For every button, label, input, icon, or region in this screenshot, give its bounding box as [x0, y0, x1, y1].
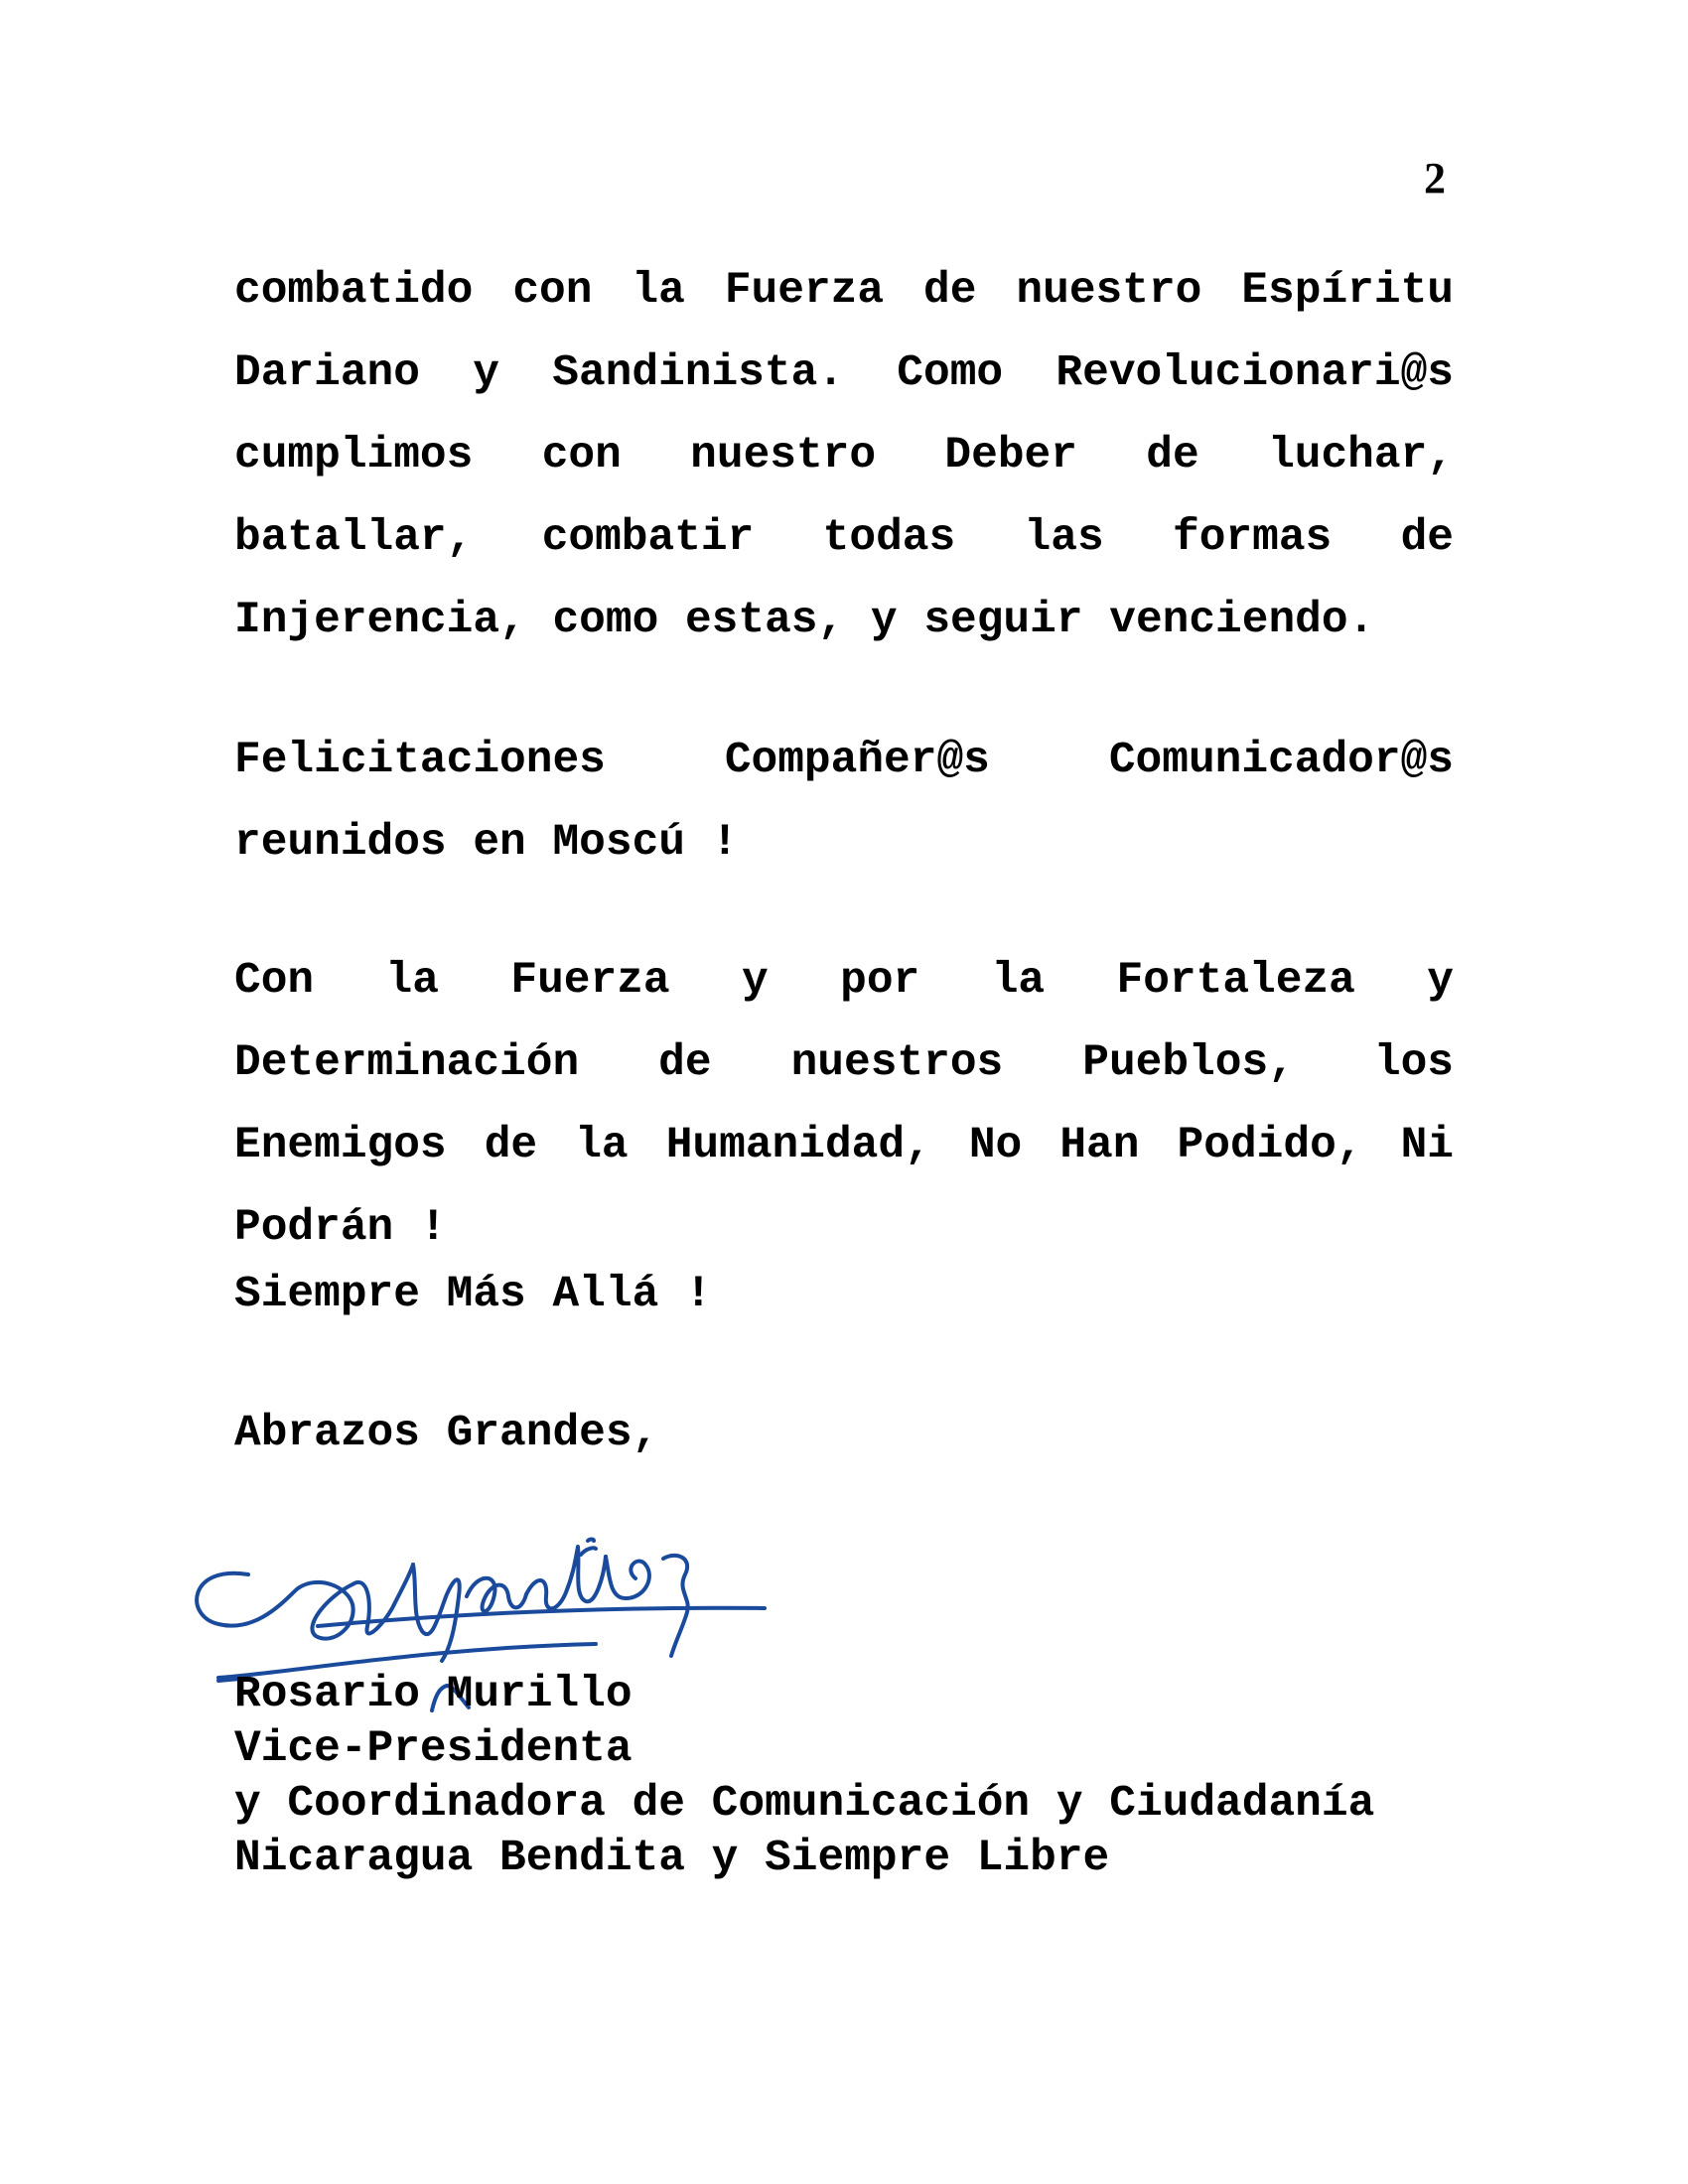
closing-line: Siempre Más Allá !: [234, 1270, 712, 1319]
signer-name: Rosario Murillo: [234, 1670, 633, 1719]
signer-role: y Coordinadora de Comunicación y Ciudadanía: [234, 1779, 1375, 1829]
paragraph-2: Felicitaciones Compañer@s Comunicador@s reunidos en Moscú !: [234, 736, 1454, 868]
page-number: 2: [1424, 154, 1446, 203]
paragraph-3: Con la Fuerza y por la Fortaleza y Determinación de nuestros Pueblos, los Enemigos de la Humanidad, No Han Podido, Ni Podrán !: [234, 956, 1454, 1253]
signer-title: Vice-Presidenta: [234, 1724, 633, 1774]
paragraph-1: combatido con la Fuerza de nuestro Espíritu Dariano y Sandinista. Como Revolucionari@s cumplimos con nuestro Deber de luchar, batallar, combatir todas las formas de Injerencia, como estas, y seguir venciendo.: [234, 266, 1454, 645]
signature-block: [234, 1668, 1374, 1886]
closing-greeting: Abrazos Grandes,: [234, 1409, 659, 1458]
signer-motto: Nicaragua Bendita y Siempre Libre: [234, 1834, 1110, 1883]
